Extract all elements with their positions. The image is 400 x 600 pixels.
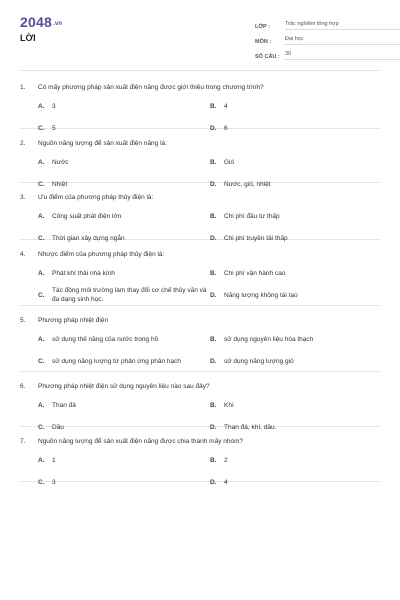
option-letter: A.: [38, 212, 45, 220]
option-text: sử dụng thế năng của nước trong hồ: [52, 335, 159, 343]
option-text: sử dụng năng lượng gió: [224, 357, 294, 365]
answer-option[interactable]: [38, 350, 210, 372]
question-number: 5.: [20, 317, 26, 324]
site-logo[interactable]: [20, 14, 62, 30]
answer-option[interactable]: [210, 284, 398, 306]
option-letter: B.: [210, 212, 217, 220]
option-letter: D.: [210, 291, 217, 299]
question-prompt: Nhược điểm của phương pháp thủy điện là:: [38, 251, 165, 258]
question-text: [20, 80, 380, 95]
option-text: Nước: [52, 158, 69, 166]
option-text: sử dụng năng lượng từ phản ứng phân hạch: [52, 357, 182, 365]
answer-options: [20, 328, 380, 372]
option-text: Nhiệt: [52, 180, 68, 188]
option-letter: A.: [38, 102, 45, 110]
option-text: Tác động môi trường làm thay đổi cơ chế thủy văn và đa dạng sinh học.: [52, 287, 207, 303]
answer-options: [20, 262, 380, 306]
option-letter: D.: [210, 357, 217, 365]
option-text: 5: [52, 124, 56, 132]
question-block: [20, 80, 380, 132]
option-letter: D.: [210, 180, 217, 188]
meta-label: LỚP :: [255, 24, 270, 30]
option-letter: D.: [210, 423, 217, 431]
option-text: 1: [52, 456, 56, 464]
meta-label: MÔN :: [255, 39, 272, 45]
option-text: Than đá, khí, dầu.: [224, 423, 277, 431]
option-text: Chi phí truyền tải thấp: [224, 234, 288, 242]
option-text: sử dụng nguyên liệu hóa thạch: [224, 335, 314, 343]
answer-option[interactable]: [210, 205, 398, 227]
answer-option[interactable]: [210, 471, 398, 493]
answer-options: [20, 449, 380, 493]
question-block: [20, 313, 380, 372]
meta-value: Trắc nghiệm tổng hợp: [285, 21, 400, 30]
answer-options: [20, 394, 380, 438]
option-letter: C.: [38, 124, 45, 132]
option-letter: C.: [38, 180, 45, 188]
option-text: Thời gian xây dựng ngắn: [52, 234, 125, 242]
question-number: 1.: [20, 84, 26, 91]
answer-option[interactable]: [38, 151, 210, 173]
option-text: Dầu: [52, 423, 64, 431]
meta-row-question-count: [255, 45, 400, 60]
option-text: Khí: [224, 401, 234, 409]
question-number: 6.: [20, 383, 26, 390]
option-letter: B.: [210, 401, 217, 409]
answer-option[interactable]: [38, 262, 210, 284]
question-number: 4.: [20, 251, 26, 258]
answer-option[interactable]: [210, 173, 398, 195]
sheet-title: LỜI: [20, 33, 36, 43]
question-prompt: Phương pháp nhiệt điện sử dụng nguyên liệu nào sau đây?: [38, 383, 210, 390]
meta-label: SỐ CÂU :: [255, 54, 280, 60]
option-letter: C.: [38, 423, 45, 431]
option-letter: A.: [38, 158, 45, 166]
question-text: [20, 313, 380, 328]
logo-suffix-text: .vn: [52, 21, 63, 27]
question-prompt: Nguồn năng lượng để sản xuất điện năng là:: [38, 140, 167, 147]
option-letter: C.: [38, 291, 45, 299]
answer-option[interactable]: [38, 449, 210, 471]
answer-option[interactable]: [38, 227, 210, 249]
option-text: 2: [224, 456, 228, 464]
answer-options: [20, 95, 380, 139]
question-prompt: Ưu điểm của phương pháp thủy điện là:: [38, 194, 154, 201]
answer-option[interactable]: [210, 328, 398, 350]
question-block: [20, 379, 380, 431]
worksheet-header: [20, 0, 380, 71]
option-letter: C.: [38, 234, 45, 242]
answer-option[interactable]: [210, 394, 398, 416]
question-prompt: Nguồn năng lượng để sản xuất điện năng được chia thành mấy nhóm?: [38, 438, 244, 445]
meta-row-subject: [255, 30, 400, 45]
meta-value: Đại học: [285, 36, 400, 45]
question-text: [20, 247, 380, 262]
option-letter: A.: [38, 401, 45, 409]
option-text: Than đá: [52, 401, 76, 409]
option-letter: B.: [210, 269, 217, 277]
question-block: [20, 136, 380, 188]
option-text: 4: [224, 478, 228, 486]
answer-option[interactable]: [38, 205, 210, 227]
option-text: Chi phí vận hành cao: [224, 269, 286, 277]
option-letter: C.: [38, 357, 45, 365]
answer-option[interactable]: [38, 284, 210, 306]
logo-main-text: 2048: [20, 14, 52, 30]
question-prompt: Có mấy phương pháp sản xuất điện năng được giới thiệu trong chương trình?: [38, 84, 264, 91]
question-list: [20, 80, 380, 489]
option-text: Gió: [224, 158, 235, 166]
answer-option[interactable]: [210, 95, 398, 117]
option-letter: A.: [38, 456, 45, 464]
option-text: Nước, gió, nhiệt: [224, 180, 271, 188]
option-letter: D.: [210, 234, 217, 242]
option-text: Chi phí đầu tư thấp: [224, 212, 280, 220]
question-block: [20, 190, 380, 240]
question-block: [20, 434, 380, 486]
question-block: [20, 247, 380, 306]
option-letter: B.: [210, 335, 217, 343]
answer-option[interactable]: [210, 151, 398, 173]
option-text: 4: [224, 102, 228, 110]
question-number: 2.: [20, 140, 26, 147]
option-text: 3: [52, 478, 56, 486]
option-letter: B.: [210, 102, 217, 110]
option-letter: C.: [38, 478, 45, 486]
option-letter: D.: [210, 124, 217, 132]
meta-row-class: [255, 15, 400, 30]
answer-option[interactable]: [38, 328, 210, 350]
question-prompt: Phương pháp nhiệt điện: [38, 317, 109, 324]
option-text: Công suất phát điện lớn: [52, 212, 122, 220]
worksheet-meta: [255, 15, 400, 60]
answer-option[interactable]: [210, 117, 398, 139]
answer-option[interactable]: [210, 449, 398, 471]
option-text: 3: [52, 102, 56, 110]
option-text: Năng lượng không tái tạo: [224, 291, 298, 299]
answer-option[interactable]: [210, 262, 398, 284]
option-letter: A.: [38, 269, 45, 277]
answer-option[interactable]: [210, 227, 398, 249]
option-letter: D.: [210, 478, 217, 486]
answer-options: [20, 205, 380, 249]
question-text: [20, 379, 380, 394]
option-letter: A.: [38, 335, 45, 343]
option-letter: B.: [210, 158, 217, 166]
answer-option[interactable]: [38, 471, 210, 493]
question-number: 7.: [20, 438, 26, 445]
option-text: Phát khí thải nhà kính: [52, 269, 115, 277]
answer-option[interactable]: [38, 394, 210, 416]
meta-value: 30: [285, 51, 400, 60]
answer-option[interactable]: [38, 95, 210, 117]
answer-options: [20, 151, 380, 195]
option-text: 6: [224, 124, 228, 132]
option-letter: B.: [210, 456, 217, 464]
question-number: 3.: [20, 194, 26, 201]
answer-option[interactable]: [210, 350, 398, 372]
